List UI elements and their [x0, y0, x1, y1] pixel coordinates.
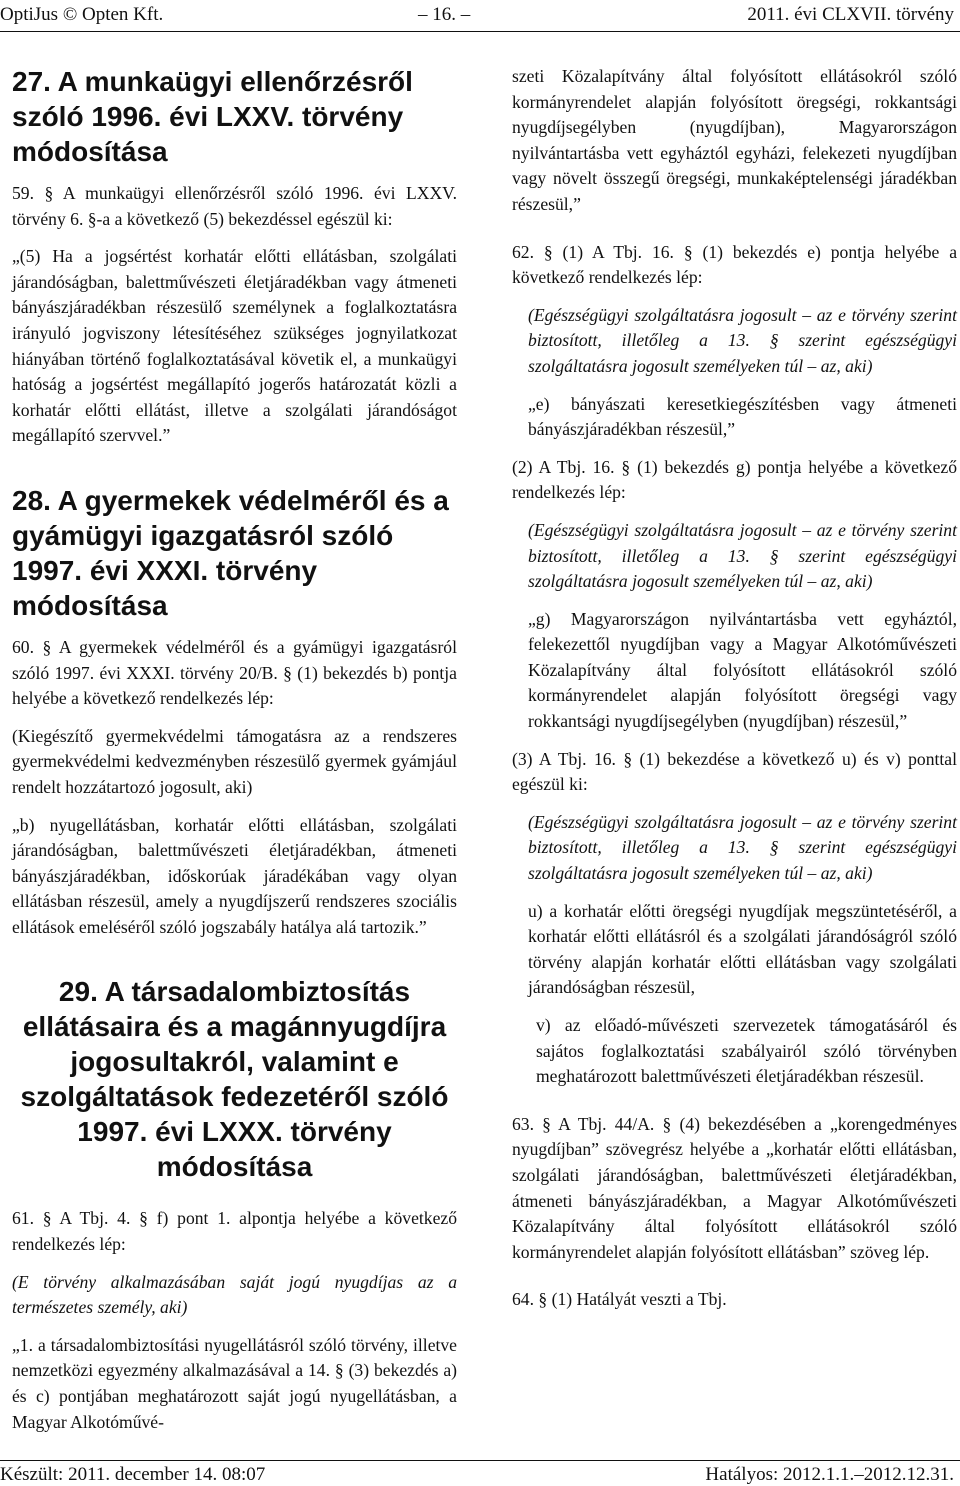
paragraph-61-quote: „1. a társadalombiztosítási nyugellátásról szóló törvény, illetve nemzetközi egyezmény alkalmazásával a 14. § (3) bekezdés a) és c) pontjában meghatározott saját jogú nyugellátásban, a Magyar Alkotóművé-	[12, 1334, 457, 1432]
left-column	[12, 64, 457, 1435]
paragraph-62-3-context: (Egészségügyi szolgáltatásra jogosult – az e törvény szerint biztosított, illetőleg a 13. § szerint egészségügyi szolgáltatásra jogosult személyeken túl – az, aki)	[528, 811, 957, 884]
paragraph-62-1-context: (Egészségügyi szolgáltatásra jogosult – az e törvény szerint biztosított, illetőleg a 13. § szerint egészségügyi szolgáltatásra jogosult személyeken túl – az, aki)	[528, 304, 957, 376]
paragraph-60-context: (Kiegészítő gyermekvédelmi támogatásra az a rendszeres gyermekvédelmi kedvezményben részesülő gyermek gyámjául rendelt hozzátartozó jogosult, aki)	[12, 725, 457, 797]
header-publisher: OptiJus © Opten Kft.	[0, 4, 164, 25]
paragraph-64: 64. § (1) Hatályát veszti a Tbj.	[512, 1289, 727, 1310]
page-header	[0, 0, 960, 30]
paragraph-62-2: (2) A Tbj. 16. § (1) bekezdés g) pontja helyébe a következő rendelkezés lép:	[512, 456, 957, 503]
paragraph-59-quote: „(5) Ha a jogsértést korhatár előtti ellátásban, szolgálati járandóságban, balettművészeti életjáradékban vagy átmeneti bányászjáradékban részesülő személynek a foglalkoztatásra irányuló jogviszony létesítéséhez szükséges jognyilatkozat hiányában történő foglalkoztatásával követik el, a munkaügyi hatóság a jogsértést megállapító jogerős határozatát közli a korhatár előtti ellátást, illetve a szolgálati járandóságot megállapító szervvel.”	[12, 246, 457, 446]
paragraph-61-quote-continued: szeti Közalapítvány által folyósított ellátásokról szóló kormányrendelet alapján folyósított öregségi, rokkantsági nyugdíjsegélyben (nyugdíjban), Magyarországon nyilvántartásba vett egyháztól egyházi, felekezeti nyugdíjban vagy növelt összegű öregségi, munkaképtelenségi járadékban részesül,”	[512, 66, 957, 214]
header-law-title: 2011. évi CLXVII. törvény	[747, 4, 954, 25]
paragraph-59: 59. § A munkaügyi ellenőrzésről szóló 1996. évi LXXV. törvény 6. §-a a következő (5) bekezdéssel egészül ki:	[12, 183, 457, 229]
paragraph-62-2-quote: „g) Magyarországon nyilvántartásba vett egyháztól, felekezettől nyugdíjban vagy a Magyar Alkotóművészeti Közalapítvány által folyósított ellátásokról szóló kormányrendelet alapján folyósított öregségi vagy rokkantsági nyugdíjsegélyben (nyugdíjban) részesül,”	[528, 608, 957, 732]
paragraph-60-quote: „b) nyugellátásban, korhatár előtti ellátásban, szolgálati járandóságban, balettművészeti életjáradékban, átmeneti bányászjáradékban, időskorúak járadékában vagy olyan ellátásban részesül, amely a nyugdíjszerű rendszeres szociális ellátások emeléséről szóló jogszabály hatálya alá tartozik.”	[12, 814, 457, 937]
footer-created-date: Készült: 2011. december 14. 08:07	[0, 1464, 266, 1485]
paragraph-63: 63. § A Tbj. 44/A. § (4) bekezdésében a „korengedményes nyugdíjban” szövegrész helyébe a „korhatár előtti ellátásban, szolgálati járandóságban, balettművészeti életjáradékban, átmeneti bányászjáradékban, a Magyar Alkotóművészeti Közalapítvány által folyósított ellátásokról szóló kormányrendelet alapján folyósított ellátásban” szöveg lép.	[512, 1113, 957, 1262]
footer-divider	[0, 1460, 960, 1461]
footer-validity-period: Hatályos: 2012.1.1.–2012.12.31.	[705, 1464, 954, 1485]
header-page-number: – 16. –	[418, 4, 471, 25]
paragraph-62-1: 62. § (1) A Tbj. 16. § (1) bekezdés e) pontja helyébe a következő rendelkezés lép:	[512, 241, 957, 288]
section-title-28: 28. A gyermekek védelméről és a gyámügyi igazgatásról szóló 1997. évi XXXI. törvény módosítása	[12, 484, 449, 621]
right-column	[512, 64, 957, 1313]
paragraph-62-3: (3) A Tbj. 16. § (1) bekezdése a következő u) és v) ponttal egészül ki:	[512, 748, 957, 795]
header-divider	[0, 31, 960, 32]
section-title-27: 27. A munkaügyi ellenőrzésről szóló 1996. évi LXXV. törvény módosítása	[12, 66, 413, 167]
paragraph-61: 61. § A Tbj. 4. § f) pont 1. alpontja helyébe a következő rendelkezés lép:	[12, 1208, 457, 1255]
paragraph-60: 60. § A gyermekek védelméről és a gyámügyi igazgatásról szóló 1997. évi XXXI. törvény 20/B. § (1) bekezdés b) pontja helyébe a következő rendelkezés lép:	[12, 636, 457, 709]
paragraph-62-3-point-u: u) a korhatár előtti öregségi nyugdíjak megszüntetéséről, a korhatár előtti ellátásról és a szolgálati járandóságról szóló törvény alapján korhatár előtti ellátásban vagy szolgálati járandóságban részesül,	[528, 900, 957, 998]
paragraph-62-3-point-v: v) az előadó-művészeti szervezetek támogatásáról és sajátos foglalkoztatási szabályairól szóló törvényben meghatározott balettművészeti életjáradékban részesül.	[536, 1015, 957, 1087]
paragraph-62-2-context: (Egészségügyi szolgáltatásra jogosult – az e törvény szerint biztosított, illetőleg a 13. § szerint egészségügyi szolgáltatásra jogosult személyeken túl – az, aki)	[528, 519, 957, 592]
paragraph-61-context: (E törvény alkalmazásában saját jogú nyugdíjas az a természetes személy, aki)	[12, 1271, 457, 1318]
section-title-29: 29. A társadalombiztosítás ellátásaira és a magánnyugdíjra jogosultakról, valamint e szolgáltatások fedezetéről szóló 1997. évi LXXX. törvény módosítása	[20, 976, 449, 1183]
paragraph-62-1-quote: „e) bányászati keresetkiegészítésben vagy átmeneti bányászjáradékban részesül,”	[528, 393, 957, 440]
